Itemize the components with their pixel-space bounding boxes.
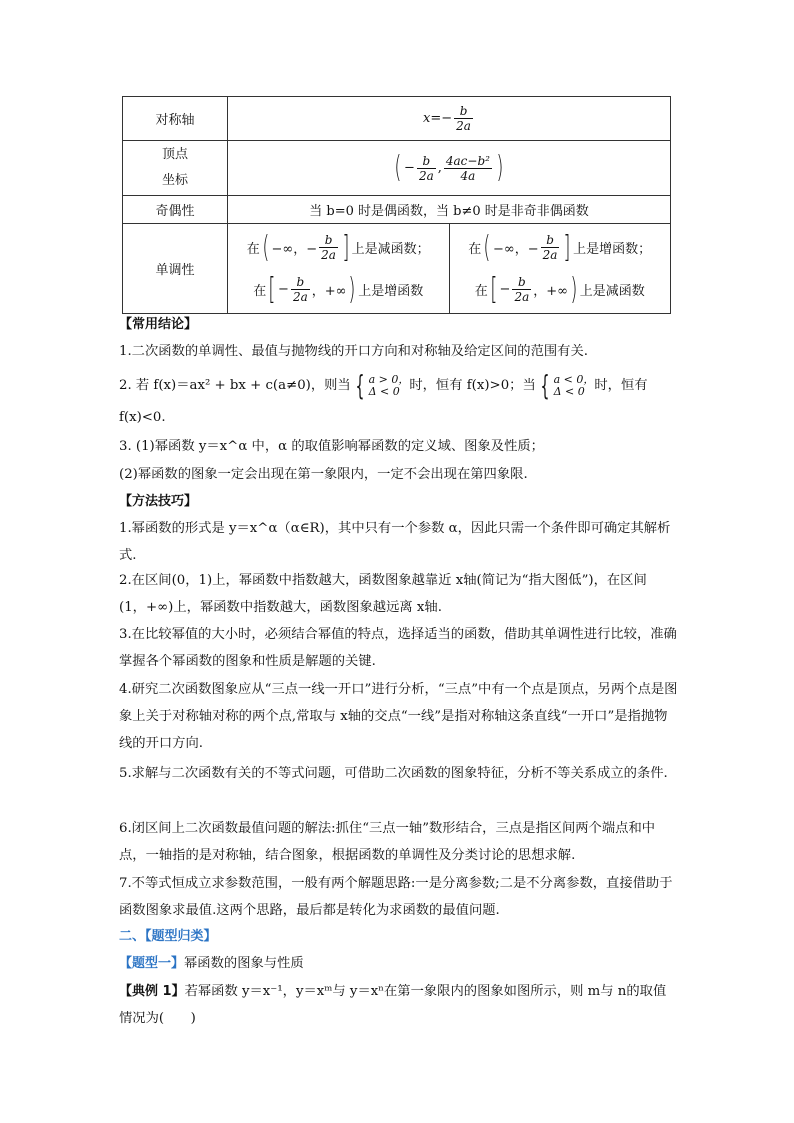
method-1: 1.幂函数的形式是 y＝x^α（α∈R)，其中只有一个参数 α，因此只需一个条件即可确定其解析式. [119,521,671,563]
row-label-axis: 对称轴 [123,97,228,141]
conclusion-2: 2. 若 f(x)＝ax² + bx + c(a≠0)，则当 { a > 0， Δ < 0 时，恒有 f(x)>0；当 { a < 0， Δ < 0 时，恒有 [119,368,648,402]
methods-heading: 【方法技巧】 [119,494,198,509]
conclusion-2-cont: f(x)<0. [119,410,166,425]
quadratic-properties-table [122,96,671,314]
case-a-negative: 在 ( −∞，− $\frac{b}{2a}$ ] 上是增函数； 在 [ − $\frac{b}{2a}$ ，+∞ ) 上是减函数 [468,229,652,307]
table-row [123,196,671,224]
method-3: 3.在比较幂值的大小时，必须结合幂值的特点，选择适当的函数，借助其单调性进行比较，准确掌握各个幂函数的图象和性质是解题的关键. [119,627,677,669]
section-heading: 二、【题型归类】 [119,929,217,944]
vertex-formula: ( − $\frac{b}{2a}$ , $\frac{\text{4ac−b²}}{4a}$ ) [228,141,671,196]
conclusions-heading: 【常用结论】 [119,317,198,332]
fraction: $\frac{b}{2a}$ [456,104,471,133]
conclusion-4: (2)幂函数的图象一定会出现在第一象限内，一定不会出现在第四象限. [119,467,528,482]
question-type: 【题型一】幂函数的图象与性质 [119,956,304,971]
row-label-parity: 奇偶性 [123,196,228,224]
method-5: 5.求解与二次函数有关的不等式问题，可借助二次函数的图象特征，分析不等关系成立的条件. [119,766,668,781]
method-6: 6.闭区间上二次函数最值问题的解法:抓住“三点一轴”数形结合，三点是指区间两个端点和中点，一轴指的是对称轴，结合图象，根据函数的单调性及分类讨论的思想求解. [119,821,656,863]
monotonicity-cell [228,224,671,314]
method-4: 4.研究二次函数图象应从“三点一线一开口”进行分析，“三点”中有一个点是顶点，另两个点是图象上关于对称轴对称的两个点,常取与 x轴的交点“一线”是指对称轴这条直线“一开口”是指抛物线的开口方向. [119,682,678,751]
method-2: 2.在区间(0，1)上，幂函数中指数越大，函数图象越靠近 x轴(简记为“指大图低”)，在区间(1，+∞)上，幂函数中指数越大，函数图象越远离 x轴. [119,573,647,615]
example-1: 【典例 1】若幂函数 y＝x⁻¹，y＝xᵐ与 y＝xⁿ在第一象限内的图象如图所示，则 m与 n的取值情况为( ) [119,984,667,1026]
table-row [123,141,671,196]
method-7: 7.不等式恒成立求参数范围，一般有两个解题思路:一是分离参数;二是不分离参数，直接借助于函数图象求最值.这两个思路，最后都是转化为求函数的最值问题. [119,876,673,918]
conclusion-1: 1.二次函数的单调性、最值与抛物线的开口方向和对称轴及给定区间的范围有关. [119,344,589,359]
parity-text: 当 b=0 时是偶函数，当 b≠0 时是非奇非偶函数 [228,196,671,224]
axis-formula: x=− $\frac{b}{2a}$ [228,97,671,141]
case-a-positive: 在 ( −∞，− $\frac{b}{2a}$ ] 上是减函数； 在 [ − $\frac{b}{2a}$ ，+∞ ) 上是增函数 [228,224,449,313]
conclusion-3: 3. (1)幂函数 y＝x^α 中，α 的取值影响幂函数的定义域、图象及性质； [119,439,544,454]
table-row [123,224,671,314]
row-label-vertex: 顶点 坐标 [123,141,228,196]
row-label-monotonicity: 单调性 [123,224,228,314]
table-row [123,97,671,141]
